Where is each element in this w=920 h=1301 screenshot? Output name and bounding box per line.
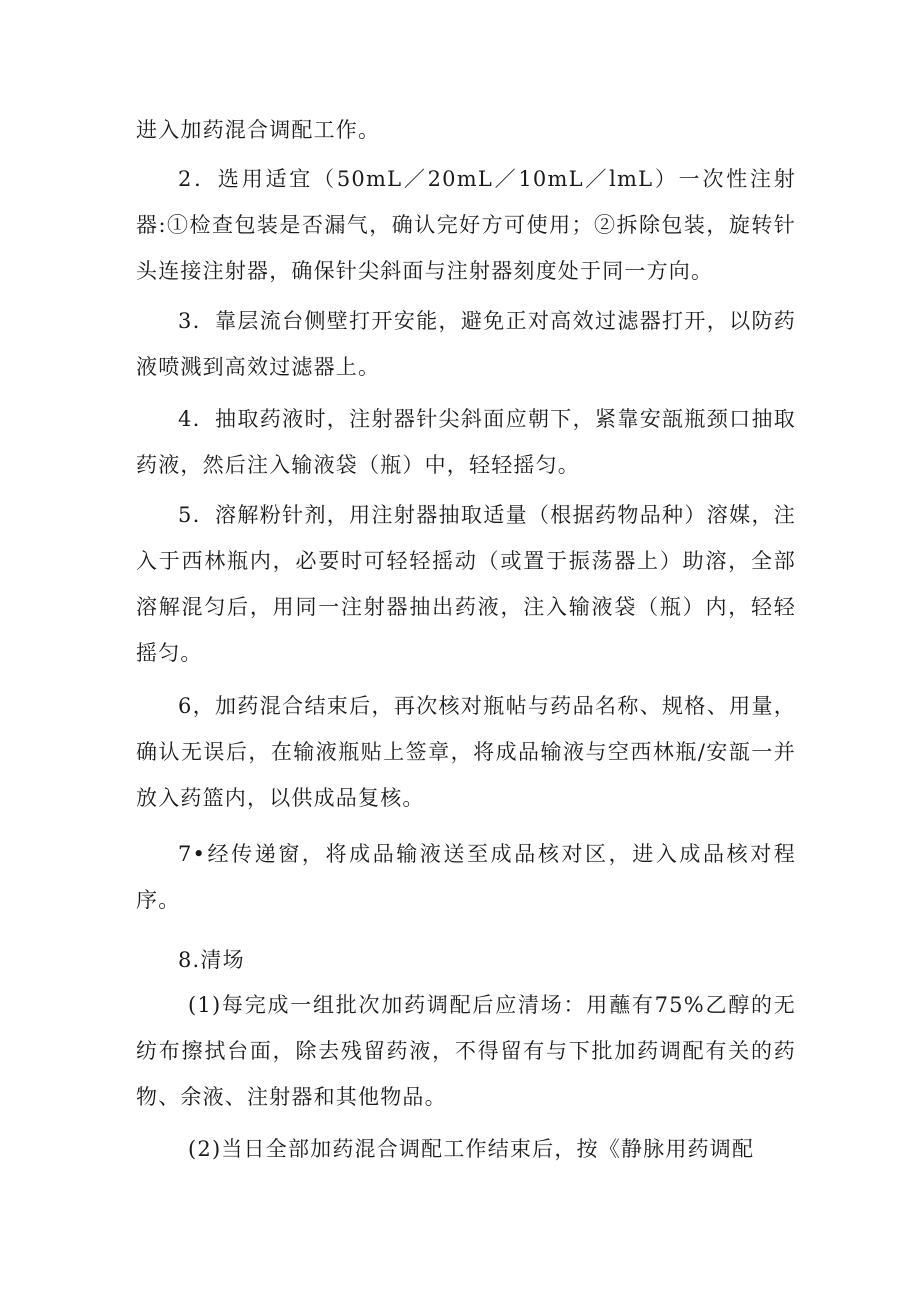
paragraph-step-2: 2．选用适宜（50mL／20mL／10mL／lmL）一次性注射器:①检查包装是否漏气，确认完好方可使用；②拆除包装，旋转针头连接注射器，确保针尖斜面与注射器刻度处于同一方向。 xyxy=(136,167,796,283)
paragraph-continuation: 进入加药混合调配工作。 xyxy=(136,118,381,142)
paragraph-substep-2: (2)当日全部加药混合调配工作结束后，按《静脉用药调配 xyxy=(188,1137,755,1161)
paragraph-step-5: 5．溶解粉针剂，用注射器抽取适量（根据药物品种）溶媒，注入于西林瓶内，必要时可轻轻摇动（或置于振荡器上）助溶，全部溶解混匀后，用同一注射器抽出药液，注入输液袋（瓶）内，轻轻摇匀。 xyxy=(136,503,796,665)
paragraph-substep-1: (1)每完成一组批次加药调配后应清场：用蘸有75%乙醇的无纺布擦拭台面，除去残留药液，不得留有与下批加药调配有关的药物、余液、注射器和其他物品。 xyxy=(136,993,796,1109)
paragraph-step-4: 4．抽取药液时，注射器针尖斜面应朝下，紧靠安瓿瓶颈口抽取药液，然后注入输液袋（瓶）中，轻轻摇匀。 xyxy=(136,407,796,477)
paragraph-step-8-heading: 8.清场 xyxy=(178,948,245,972)
paragraph-step-3: 3．靠层流台侧壁打开安能，避免正对高效过滤器打开，以防药液喷溅到高效过滤器上。 xyxy=(136,309,796,379)
paragraph-step-7: 7•经传递窗，将成品输液送至成品核对区，进入成品核对程序。 xyxy=(136,842,796,912)
paragraph-step-6: 6，加药混合结束后，再次核对瓶帖与药品名称、规格、用量，确认无误后，在输液瓶贴上签章，将成品输液与空西林瓶/安瓿一并放入药篮内，以供成品复核。 xyxy=(136,694,796,810)
